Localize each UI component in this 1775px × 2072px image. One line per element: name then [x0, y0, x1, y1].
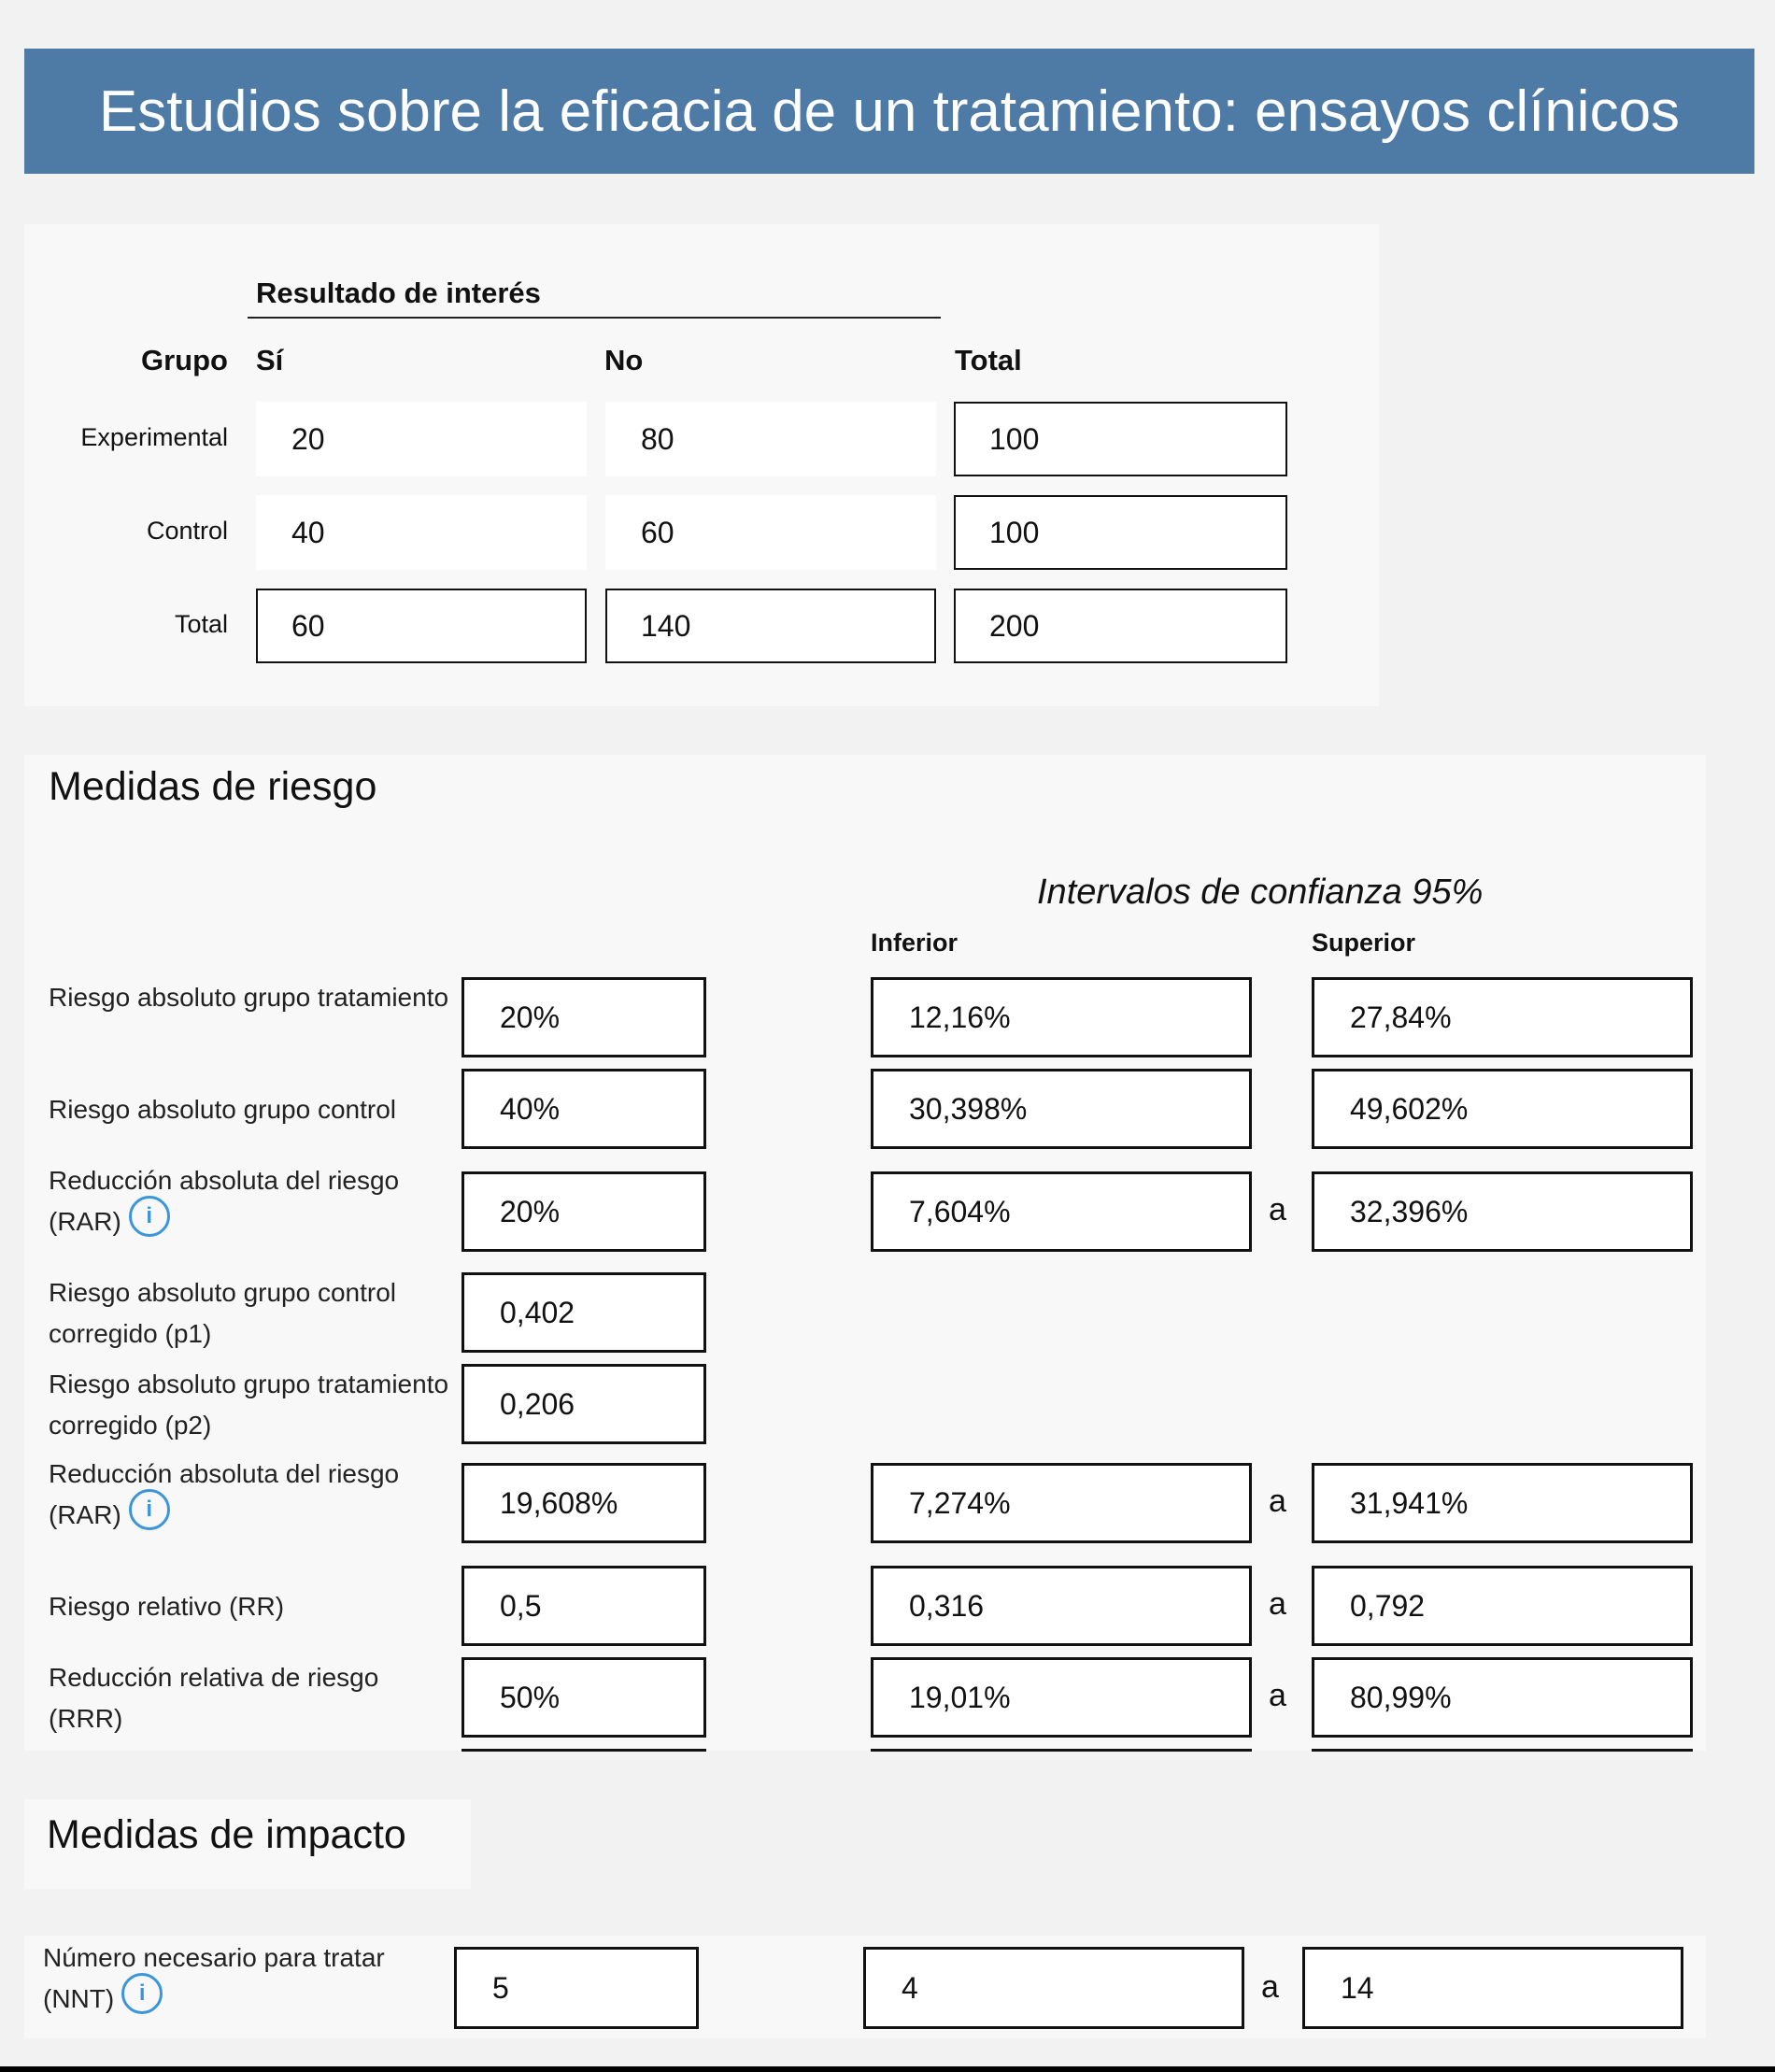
risk-label-rar: [49, 1160, 460, 1244]
risk-ci-lower: 0,316: [871, 1566, 1252, 1646]
risk-ci-lower: 30,398%: [871, 1069, 1252, 1149]
ci-connector: a: [1269, 1192, 1286, 1228]
control-total-value: 100: [954, 495, 1287, 570]
total-no-value: 140: [605, 589, 936, 663]
page-header: [24, 49, 1754, 174]
grand-total-value: 200: [954, 589, 1287, 663]
experimental-yes-input[interactable]: 20: [256, 402, 587, 476]
risk-ci-upper: 80,99%: [1312, 1657, 1693, 1738]
risk-label: Riesgo absoluto grupo tratamiento: [49, 983, 449, 1012]
risk-label: Reducción relativa de riesgo (RRR): [49, 1663, 379, 1733]
yes-header: Sí: [256, 344, 284, 376]
experimental-no-input[interactable]: 80: [605, 402, 936, 476]
risk-ci-lower: 19,01%: [871, 1657, 1252, 1738]
nnt-value: 5: [454, 1947, 699, 2029]
risk-value: 0,206: [462, 1364, 706, 1444]
risk-ci-upper: 49,602%: [1312, 1069, 1693, 1149]
risk-ci-upper: 32,396%: [1312, 1171, 1693, 1252]
risk-label: Riesgo absoluto grupo control corregido (p1): [49, 1278, 397, 1348]
nnt-label: [43, 1937, 454, 2022]
risk-value: 50%: [462, 1657, 706, 1738]
info-icon[interactable]: i: [129, 1196, 170, 1237]
total-header: Total: [955, 344, 1022, 376]
page-title: Estudios sobre la eficacia de un tratamiento: ensayos clínicos: [98, 78, 1681, 144]
risk-value: 40%: [462, 1069, 706, 1149]
info-icon[interactable]: i: [129, 1489, 170, 1530]
risk-section-title: Medidas de riesgo: [49, 764, 377, 809]
risk-ci-upper: 0,792: [1312, 1566, 1693, 1646]
risk-ci-upper: 27,84%: [1312, 977, 1693, 1057]
ci-title: Intervalos de confianza 95%: [1037, 873, 1484, 912]
risk-value: 19,608%: [462, 1463, 706, 1543]
nnt-label-text: Número necesario para tratar (NNT): [43, 1943, 385, 2013]
risk-label: Riesgo absoluto grupo tratamiento corregido (p2): [49, 1370, 449, 1440]
control-yes-input[interactable]: 40: [256, 495, 587, 570]
outcome-divider: [248, 317, 941, 319]
risk-label-text: Reducción absoluta del riesgo (RAR): [49, 1459, 400, 1529]
no-header: No: [604, 344, 644, 376]
total-yes-value: 60: [256, 589, 587, 663]
row-label-total: Total: [174, 610, 228, 638]
info-icon[interactable]: i: [121, 1973, 163, 2014]
ci-connector: a: [1269, 1483, 1286, 1519]
risk-label: Riesgo relativo (RR): [49, 1592, 285, 1621]
control-no-input[interactable]: 60: [605, 495, 936, 570]
ci-upper-header: Superior: [1312, 929, 1416, 957]
clipped-row-edge: [1312, 1749, 1693, 1752]
experimental-total-value: 100: [954, 402, 1287, 476]
ci-connector: a: [1261, 1969, 1279, 2005]
clipped-row-edge: [462, 1749, 706, 1752]
bottom-border: [0, 2066, 1775, 2072]
impact-section-title: Medidas de impacto: [47, 1812, 406, 1857]
risk-label: Riesgo absoluto grupo control: [49, 1095, 397, 1124]
ci-connector: a: [1269, 1678, 1286, 1713]
clipped-row-edge: [871, 1749, 1252, 1752]
risk-label-rar-corrected: [49, 1454, 460, 1538]
row-label-experimental: Experimental: [80, 423, 228, 451]
risk-ci-upper: 31,941%: [1312, 1463, 1693, 1543]
risk-value: 20%: [462, 977, 706, 1057]
ci-connector: a: [1269, 1586, 1286, 1622]
row-label-control: Control: [146, 517, 228, 545]
risk-ci-lower: 7,604%: [871, 1171, 1252, 1252]
risk-value: 0,402: [462, 1272, 706, 1353]
outcome-label: Resultado de interés: [256, 277, 541, 309]
risk-value: 0,5: [462, 1566, 706, 1646]
risk-label-text: Reducción absoluta del riesgo (RAR): [49, 1166, 400, 1236]
risk-ci-lower: 7,274%: [871, 1463, 1252, 1543]
ci-lower-header: Inferior: [871, 929, 958, 957]
risk-value: 20%: [462, 1171, 706, 1252]
nnt-ci-lower: 4: [863, 1947, 1244, 2029]
risk-ci-lower: 12,16%: [871, 977, 1252, 1057]
nnt-ci-upper: 14: [1302, 1947, 1683, 2029]
group-header: Grupo: [141, 344, 228, 376]
